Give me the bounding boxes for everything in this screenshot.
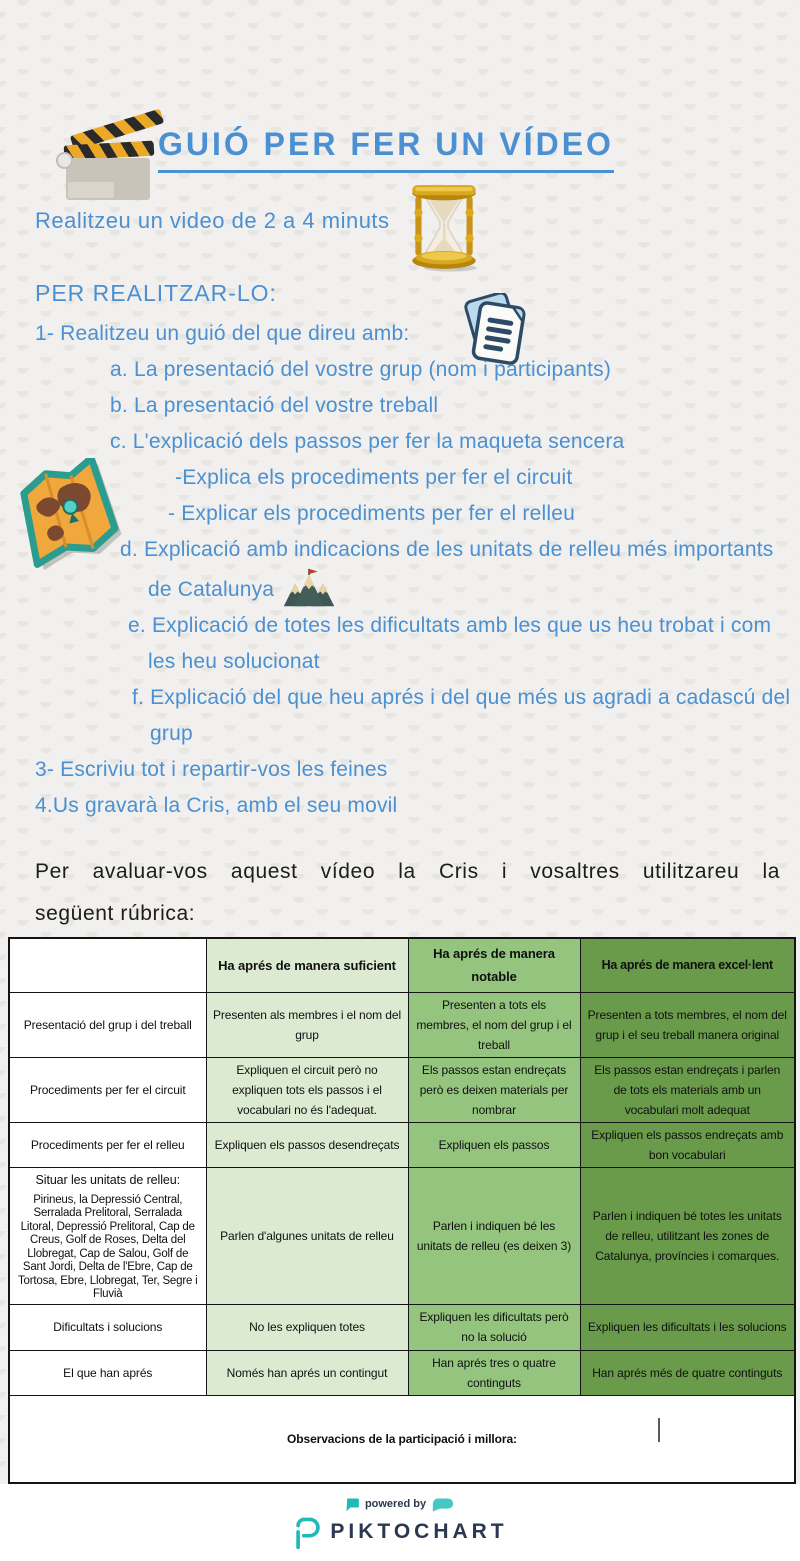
rubric-cell: Expliquen les dificultats i les solucions (580, 1304, 795, 1350)
rubric-cell: Presenten a tots membres, el nom del grup i el seu treball manera original (580, 992, 795, 1057)
rubric-cell: Presenten als membres i el nom del grup (206, 992, 408, 1057)
step-item (35, 496, 795, 532)
rubric-row-label: El que han aprés (9, 1350, 206, 1395)
rubric-header-excellent: Ha aprés de manera excel·lent (580, 938, 795, 992)
rubric-cell: Els passos estan endreçats i parlen de tots els materials amb un vocabulari molt adequat (580, 1057, 795, 1122)
rubric-row (9, 992, 795, 1057)
footer (0, 1484, 800, 1561)
rubric-cell: Parlen i indiquen bé les unitats de relleu (es deixen 3) (408, 1167, 580, 1304)
powered-by-badge (345, 1497, 455, 1512)
step-text: 3- Escriviu tot i repartir-vos les feines (35, 758, 388, 781)
rubric-row (9, 1057, 795, 1122)
step-item (35, 352, 795, 388)
step-text: a. La presentació del vostre grup (nom i participants) (110, 358, 612, 381)
rubric-header-suficient: Ha aprés de manera suficient (206, 938, 408, 992)
speech-bubble-icon (345, 1497, 360, 1512)
clapper-hinge (56, 152, 73, 169)
observations-label: Observacions de la participació i millora: (287, 1431, 517, 1446)
step-text: 4.Us gravarà la Cris, amb el seu movil (35, 794, 398, 817)
step-item (35, 532, 795, 608)
rubric-table (8, 937, 796, 1484)
rubric-row-label: Procediments per fer el circuit (9, 1057, 206, 1122)
step-text: f. Explicació del que heu aprés i del que més us agradi a cadascú del grup (132, 686, 791, 745)
rubric-row-label: Presentació del grup i del treball (9, 992, 206, 1057)
step-item (35, 788, 795, 824)
rubric-cell: Expliquen els passos (408, 1122, 580, 1167)
step-text: e. Explicació de totes les dificultats amb les que us heu trobat i com les heu solucionat (128, 614, 772, 673)
rubric-cell: Expliquen les dificultats però no la solució (408, 1304, 580, 1350)
rubric-cell: Parlen i indiquen bé totes les unitats de relleu, utilitzant les zones de Catalunya, províncies i comarques. (580, 1167, 795, 1304)
steps-list (35, 316, 795, 824)
page-title: GUIÓ PER FER UN VÍDEO (158, 126, 614, 173)
clapper-body-tab (68, 182, 114, 198)
evaluation-note (35, 851, 780, 935)
rubric-cell: Expliquen el circuit però no expliquen tots els passos i el vocabulari no és l'adequat. (206, 1057, 408, 1122)
step-text: b. La presentació del vostre treball (110, 394, 439, 417)
rubric-cell: No les expliquen totes (206, 1304, 408, 1350)
step-text: 1- Realitzeu un guió del que direu amb: (35, 322, 410, 345)
rubric-header-empty (9, 938, 206, 992)
step-item (35, 460, 795, 496)
step-item (35, 424, 795, 460)
step-item (35, 388, 795, 424)
rubric-cell: Han aprés tres o quatre continguts (408, 1350, 580, 1395)
mountain-icon (282, 568, 336, 608)
step-item (35, 316, 795, 352)
speech-blob-icon (431, 1497, 455, 1512)
evaluation-note-line1: Per avaluar-vos aquest vídeo la Cris i vosaltres utilitzareu la (35, 860, 780, 883)
rubric-observations-row (9, 1395, 795, 1483)
step-text: d. Explicació amb indicacions de les unitats de relleu més importants de Catalunya (120, 538, 774, 601)
rubric-row-label (9, 1167, 206, 1304)
powered-by-label: powered by (364, 1498, 427, 1510)
rubric-cell: Presenten a tots els membres, el nom del grup i el treball (408, 992, 580, 1057)
rubric-cell: Parlen d'algunes unitats de relleu (206, 1167, 408, 1304)
piktochart-p-icon (292, 1515, 322, 1549)
rubric-cell: Només han aprés un contingut (206, 1350, 408, 1395)
rubric-row-label: Dificultats i solucions (9, 1304, 206, 1350)
text-cursor (658, 1418, 660, 1442)
units-label-body: Pirineus, la Depressió Central, Serralada Prelitoral, Serralada Litoral, Depressió Prelitoral, Cap de Creus, Golf de Roses, Delta del Llobregat, Cap de Salou, Golf de Sant Jordi, Delta de l'Ebre, Cap de Tortosa, Ebre, Llobregat, Ter, Segre i Fluvià (18, 1193, 198, 1300)
rubric-cell: Han aprés més de quatre continguts (580, 1350, 795, 1395)
rubric-row-label: Procediments per fer el relleu (9, 1122, 206, 1167)
rubric-row (9, 1122, 795, 1167)
rubric-header-notable: Ha aprés de manera notable (408, 938, 580, 992)
rubric-row (9, 1167, 795, 1304)
rubric-cell: Expliquen els passos endreçats amb bon vocabulari (580, 1122, 795, 1167)
piktochart-logo[interactable] (292, 1515, 507, 1549)
step-item (35, 680, 795, 752)
step-item (35, 608, 795, 680)
step-text: c. L'explicació dels passos per fer la maqueta sencera (110, 430, 625, 453)
clapperboard-icon (56, 112, 168, 200)
step-text: -Explica els procediments per fer el circuit (175, 466, 573, 489)
rubric-row (9, 1304, 795, 1350)
rubric-row (9, 1350, 795, 1395)
observations-cell[interactable] (9, 1395, 795, 1483)
step-item (35, 752, 795, 788)
rubric-cell: Els passos estan endreçats però es deixen materials per nombrar (408, 1057, 580, 1122)
evaluation-note-line2: següent rúbrica: (35, 902, 196, 925)
hourglass-icon (402, 182, 486, 272)
rubric-cell: Expliquen els passos desendreçats (206, 1122, 408, 1167)
units-label-title: Situar les unitats de relleu: (35, 1172, 180, 1187)
rubric-header-row (9, 938, 795, 992)
piktochart-wordmark: PIKTOCHART (330, 1519, 508, 1543)
section-heading: PER REALITZAR-LO: (35, 280, 277, 306)
intro-text: Realitzeu un video de 2 a 4 minuts (35, 208, 390, 233)
step-text: - Explicar els procediments per fer el relleu (168, 502, 575, 525)
